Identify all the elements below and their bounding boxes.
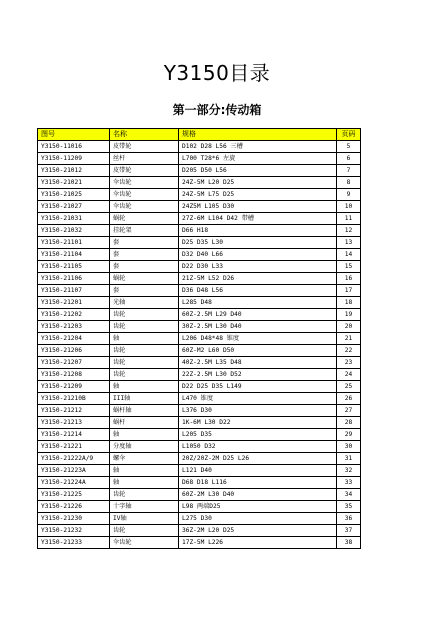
cell-spec: L1050 D32	[179, 441, 337, 453]
cell-page: 7	[337, 165, 361, 177]
cell-spec: 30Z-2.5M L30 D40	[179, 321, 337, 333]
cell-spec: D102 D28 L56 三槽	[179, 141, 337, 153]
cell-part-number: Y3150-21203	[38, 321, 110, 333]
cell-name: 轴	[110, 381, 179, 393]
cell-spec: 20Z/20Z-2M D25 L26	[179, 453, 337, 465]
cell-spec: D205 D50 L56	[179, 165, 337, 177]
cell-name: 轴	[110, 477, 179, 489]
cell-part-number: Y3150-21224A	[38, 477, 110, 489]
table-row	[38, 537, 361, 549]
cell-part-number: Y3150-21223A	[38, 465, 110, 477]
cell-page: 25	[337, 381, 361, 393]
header-page: 页码	[337, 129, 361, 141]
cell-part-number: Y3150-21106	[38, 273, 110, 285]
cell-spec: D66 H18	[179, 225, 337, 237]
table-row	[38, 201, 361, 213]
cell-part-number: Y3150-21207	[38, 357, 110, 369]
cell-spec: L205 D35	[179, 429, 337, 441]
cell-name: 套	[110, 285, 179, 297]
cell-part-number: Y3150-21107	[38, 285, 110, 297]
cell-page: 20	[337, 321, 361, 333]
table-row	[38, 189, 361, 201]
cell-spec: D22 D25 D35 L149	[179, 381, 337, 393]
table-row	[38, 177, 361, 189]
cell-page: 36	[337, 513, 361, 525]
cell-page: 34	[337, 489, 361, 501]
cell-name: 蜗轮	[110, 273, 179, 285]
cell-name: 螺伞	[110, 453, 179, 465]
cell-name: III轴	[110, 393, 179, 405]
cell-page: 9	[337, 189, 361, 201]
cell-name: 齿轮	[110, 489, 179, 501]
header-spec: 规格	[179, 129, 337, 141]
cell-page: 19	[337, 309, 361, 321]
cell-spec: L376 D30	[179, 405, 337, 417]
cell-spec: D68 D18 L116	[179, 477, 337, 489]
cell-part-number: Y3150-21101	[38, 237, 110, 249]
cell-page: 8	[337, 177, 361, 189]
table-row	[38, 225, 361, 237]
cell-name: 齿轮	[110, 309, 179, 321]
cell-page: 21	[337, 333, 361, 345]
table-row	[38, 477, 361, 489]
table-row	[38, 513, 361, 525]
table-row	[38, 525, 361, 537]
cell-page: 22	[337, 345, 361, 357]
cell-spec: L285 D48	[179, 297, 337, 309]
cell-name: 光轴	[110, 297, 179, 309]
cell-spec: L206 D48*48 锥度	[179, 333, 337, 345]
cell-name: 十字轴	[110, 501, 179, 513]
cell-spec: 60Z-2M L30 D40	[179, 489, 337, 501]
cell-spec: 24Z-5M L75 D25	[179, 189, 337, 201]
cell-page: 16	[337, 273, 361, 285]
cell-name: 蜗杆轴	[110, 405, 179, 417]
cell-part-number: Y3150-21201	[38, 297, 110, 309]
cell-part-number: Y3150-21214	[38, 429, 110, 441]
cell-part-number: Y3150-21230	[38, 513, 110, 525]
table-row	[38, 453, 361, 465]
cell-part-number: Y3150-11209	[38, 153, 110, 165]
cell-name: 齿轮	[110, 345, 179, 357]
table-row	[38, 237, 361, 249]
cell-name: 丝杆	[110, 153, 179, 165]
cell-page: 31	[337, 453, 361, 465]
cell-spec: L470 锥度	[179, 393, 337, 405]
cell-name: 蜗轮	[110, 213, 179, 225]
cell-spec: 24Z-5M L20 D25	[179, 177, 337, 189]
cell-name: 轴	[110, 333, 179, 345]
cell-page: 38	[337, 537, 361, 549]
cell-page: 26	[337, 393, 361, 405]
cell-name: 齿轮	[110, 357, 179, 369]
cell-page: 15	[337, 261, 361, 273]
table-row	[38, 297, 361, 309]
cell-part-number: Y3150-21202	[38, 309, 110, 321]
table-row	[38, 417, 361, 429]
cell-spec: L275 D30	[179, 513, 337, 525]
cell-name: 伞齿轮	[110, 189, 179, 201]
cell-part-number: Y3150-21021	[38, 177, 110, 189]
cell-part-number: Y3150-21221	[38, 441, 110, 453]
cell-page: 29	[337, 429, 361, 441]
cell-name: 伞齿轮	[110, 177, 179, 189]
cell-name: 伞齿轮	[110, 537, 179, 549]
table-row	[38, 465, 361, 477]
cell-name: 套	[110, 237, 179, 249]
cell-part-number: Y3150-21233	[38, 537, 110, 549]
cell-name: 挂轮架	[110, 225, 179, 237]
cell-part-number: Y3150-11016	[38, 141, 110, 153]
cell-page: 10	[337, 201, 361, 213]
cell-name: 套	[110, 261, 179, 273]
table-row	[38, 429, 361, 441]
cell-spec: 36Z-2M L20 D25	[179, 525, 337, 537]
cell-page: 18	[337, 297, 361, 309]
table-row	[38, 261, 361, 273]
cell-spec: 27Z-6M L104 D42 带槽	[179, 213, 337, 225]
cell-spec: 60Z-M2 L60 D50	[179, 345, 337, 357]
cell-page: 37	[337, 525, 361, 537]
cell-part-number: Y3150-21025	[38, 189, 110, 201]
table-row	[38, 369, 361, 381]
table-row	[38, 441, 361, 453]
cell-part-number: Y3150-21208	[38, 369, 110, 381]
cell-name: 皮带轮	[110, 165, 179, 177]
cell-part-number: Y3150-21210B	[38, 393, 110, 405]
table-row	[38, 141, 361, 153]
cell-spec: 60Z-2.5M L29 D40	[179, 309, 337, 321]
cell-page: 14	[337, 249, 361, 261]
page-title: Y3150目录	[163, 61, 271, 85]
cell-page: 27	[337, 405, 361, 417]
table-row	[38, 345, 361, 357]
cell-spec: D36 D48 L56	[179, 285, 337, 297]
cell-page: 30	[337, 441, 361, 453]
cell-name: 皮带轮	[110, 141, 179, 153]
cell-spec: L98 两端D25	[179, 501, 337, 513]
table-row	[38, 213, 361, 225]
cell-name: 轴	[110, 465, 179, 477]
table-row	[38, 249, 361, 261]
cell-page: 11	[337, 213, 361, 225]
cell-name: 齿轮	[110, 369, 179, 381]
cell-spec: D25 D35 L30	[179, 237, 337, 249]
table-row	[38, 357, 361, 369]
cell-part-number: Y3150-21027	[38, 201, 110, 213]
cell-part-number: Y3150-21209	[38, 381, 110, 393]
cell-spec: D32 D40 L66	[179, 249, 337, 261]
cell-page: 35	[337, 501, 361, 513]
table-row	[38, 381, 361, 393]
cell-page: 23	[337, 357, 361, 369]
cell-part-number: Y3150-21032	[38, 225, 110, 237]
cell-part-number: Y3150-21222A/9	[38, 453, 110, 465]
table-row	[38, 489, 361, 501]
cell-page: 28	[337, 417, 361, 429]
cell-part-number: Y3150-21012	[38, 165, 110, 177]
cell-name: 齿轮	[110, 321, 179, 333]
cell-name: 蜗杆	[110, 417, 179, 429]
cell-part-number: Y3150-21213	[38, 417, 110, 429]
cell-spec: 21Z-5M L52 D26	[179, 273, 337, 285]
cell-page: 6	[337, 153, 361, 165]
cell-page: 33	[337, 477, 361, 489]
cell-part-number: Y3150-21225	[38, 489, 110, 501]
header-name: 名称	[110, 129, 179, 141]
cell-name: 分度轴	[110, 441, 179, 453]
table-row	[38, 165, 361, 177]
table-body	[38, 141, 361, 549]
cell-part-number: Y3150-21226	[38, 501, 110, 513]
cell-name: 套	[110, 249, 179, 261]
cell-spec: L121 D40	[179, 465, 337, 477]
cell-name: 齿轮	[110, 525, 179, 537]
cell-spec: 40Z-2.5M L35 D48	[179, 357, 337, 369]
cell-part-number: Y3150-21232	[38, 525, 110, 537]
cell-page: 5	[337, 141, 361, 153]
cell-name: 轴	[110, 429, 179, 441]
cell-spec: 17Z-5M L226	[179, 537, 337, 549]
cell-spec: L700 T28*6 左旋	[179, 153, 337, 165]
cell-spec: 22Z-2.5M L30 D52	[179, 369, 337, 381]
parts-table	[37, 128, 361, 549]
section-subtitle: 第一部分:传动箱	[172, 103, 262, 117]
cell-page: 24	[337, 369, 361, 381]
cell-spec: D22 D30 L33	[179, 261, 337, 273]
table-row	[38, 393, 361, 405]
header-part-number: 图号	[38, 129, 110, 141]
table-row	[38, 273, 361, 285]
cell-part-number: Y3150-21212	[38, 405, 110, 417]
cell-spec: 24Z5M L105 D30	[179, 201, 337, 213]
cell-name: 伞齿轮	[110, 201, 179, 213]
cell-spec: 1K-6M L30 D22	[179, 417, 337, 429]
cell-page: 32	[337, 465, 361, 477]
table-header-row	[38, 129, 361, 141]
cell-part-number: Y3150-21104	[38, 249, 110, 261]
table-row	[38, 321, 361, 333]
cell-part-number: Y3150-21105	[38, 261, 110, 273]
table-row	[38, 285, 361, 297]
table-row	[38, 153, 361, 165]
cell-part-number: Y3150-21031	[38, 213, 110, 225]
cell-page: 12	[337, 225, 361, 237]
cell-part-number: Y3150-21206	[38, 345, 110, 357]
cell-part-number: Y3150-21204	[38, 333, 110, 345]
cell-page: 17	[337, 285, 361, 297]
cell-name: IV轴	[110, 513, 179, 525]
table-row	[38, 501, 361, 513]
cell-page: 13	[337, 237, 361, 249]
table-row	[38, 309, 361, 321]
table-row	[38, 333, 361, 345]
table-row	[38, 405, 361, 417]
